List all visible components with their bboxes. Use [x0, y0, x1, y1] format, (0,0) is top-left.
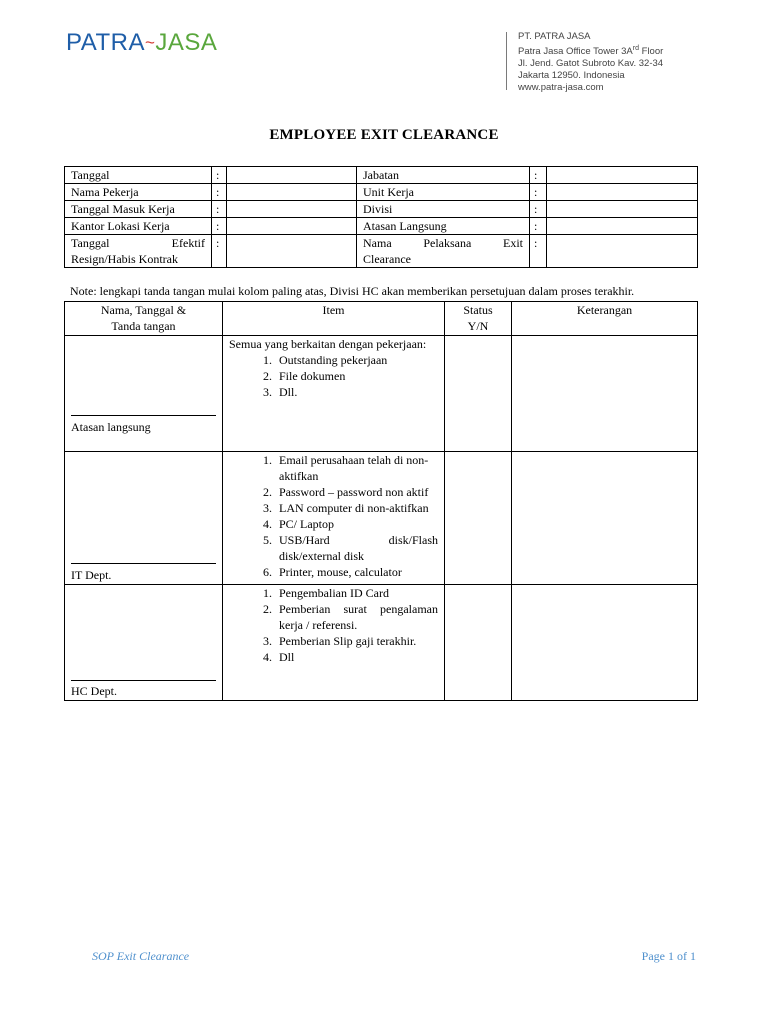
address-line-1: Patra Jasa Office Tower $3A^{rd}$ Floor [518, 45, 664, 58]
info-row [65, 184, 698, 201]
address-line-3: Jakarta 12950. Indonesia [518, 70, 625, 82]
info-value-kantor-lokasi[interactable] [227, 218, 357, 235]
list-item: 2. Pemberian surat pengalaman kerja / referensi. [275, 601, 438, 633]
info-label-nama-pekerja: Nama Pekerja [65, 184, 212, 201]
signature-cell-it[interactable] [65, 452, 223, 585]
info-row [65, 235, 698, 268]
colon: : [530, 235, 547, 268]
info-value-nama-pekerja[interactable] [227, 184, 357, 201]
status-cell[interactable] [445, 452, 512, 585]
company-address [518, 31, 663, 94]
document-title: EMPLOYEE EXIT CLEARANCE [269, 127, 499, 143]
header-notes: Keterangan [512, 302, 698, 336]
info-value-jabatan[interactable] [547, 167, 698, 184]
address-line-2: Jl. Jend. Gatot Subroto Kav. 32-34 [518, 58, 664, 70]
list-item: 2. File dokumen [275, 368, 438, 384]
colon: : [212, 235, 227, 268]
logo-swoosh-icon: ~ [144, 33, 156, 52]
table-row [65, 585, 698, 701]
list-item: 1. Pengembalian ID Card [275, 585, 438, 601]
notes-cell[interactable] [512, 452, 698, 585]
colon: : [212, 184, 227, 201]
signer-label: HC Dept. [71, 684, 117, 698]
colon: : [530, 167, 547, 184]
info-row [65, 167, 698, 184]
info-label-tanggal: Tanggal [65, 167, 212, 184]
info-value-nama-pelaksana[interactable] [547, 235, 698, 268]
info-label-kantor-lokasi: Kantor Lokasi Kerja [65, 218, 212, 235]
signature-line [71, 563, 216, 564]
colon: : [212, 201, 227, 218]
instruction-note: Note: lengkapi tanda tangan mulai kolom paling atas, Divisi HC akan memberikan persetujuan dalam proses terakhir. [70, 284, 635, 298]
logo-jasa-text: JASA [155, 29, 218, 56]
list-item: 6. Printer, mouse, calculator [275, 564, 438, 580]
table-row [65, 452, 698, 585]
footer-document-name: SOP Exit Clearance [92, 949, 190, 963]
info-value-tanggal-efektif[interactable] [227, 235, 357, 268]
items-cell [223, 585, 445, 701]
info-row [65, 201, 698, 218]
info-value-tanggal-masuk[interactable] [227, 201, 357, 218]
colon: : [530, 201, 547, 218]
info-label-tanggal-efektif: Tanggal Efektif Resign/Habis Kontrak [65, 235, 212, 268]
colon: : [212, 218, 227, 235]
list-item: 1. Outstanding pekerjaan [275, 352, 438, 368]
signature-cell-hc[interactable] [65, 585, 223, 701]
info-value-divisi[interactable] [547, 201, 698, 218]
colon: : [212, 167, 227, 184]
company-name: PT. PATRA JASA [518, 31, 591, 42]
list-item: 3. Dll. [275, 384, 438, 400]
status-cell[interactable] [445, 336, 512, 452]
signature-line [71, 415, 216, 416]
items-intro: Semua yang berkaitan dengan pekerjaan: [229, 337, 427, 351]
colon: : [530, 218, 547, 235]
clearance-table [64, 301, 698, 701]
items-cell [223, 452, 445, 585]
address-divider [506, 32, 507, 90]
signature-cell-atasan[interactable] [65, 336, 223, 452]
clearance-header-row [65, 302, 698, 336]
info-value-tanggal[interactable] [227, 167, 357, 184]
footer-page-number: Page 1 of 1 [641, 949, 696, 963]
signer-label: IT Dept. [71, 568, 112, 582]
info-value-unit-kerja[interactable] [547, 184, 698, 201]
company-website: www.patra-jasa.com [518, 82, 604, 94]
list-item: 3. Pemberian Slip gaji terakhir. [275, 633, 438, 649]
info-label-atasan-langsung: Atasan Langsung [357, 218, 530, 235]
list-item: 1. Email perusahaan telah di non-aktifkan [275, 452, 438, 484]
signer-label: Atasan langsung [71, 420, 151, 434]
info-row [65, 218, 698, 235]
employee-info-table [64, 166, 698, 268]
info-value-atasan-langsung[interactable] [547, 218, 698, 235]
items-list [229, 585, 438, 665]
list-item: 4. Dll [275, 649, 438, 665]
list-item: 5. USB/Hard disk/Flash disk/external disk [275, 532, 438, 564]
items-cell [223, 336, 445, 452]
company-logo [66, 28, 217, 60]
list-item: 2. Password – password non aktif [275, 484, 438, 500]
items-list [229, 452, 438, 580]
info-label-unit-kerja: Unit Kerja [357, 184, 530, 201]
logo-patra-text: PATRA [66, 29, 145, 56]
list-item: 3. LAN computer di non-aktifkan [275, 500, 438, 516]
header-status: Status Y/N [445, 302, 512, 336]
status-cell[interactable] [445, 585, 512, 701]
notes-cell[interactable] [512, 336, 698, 452]
list-item: 4. PC/ Laptop [275, 516, 438, 532]
items-list [229, 352, 438, 400]
notes-cell[interactable] [512, 585, 698, 701]
info-label-jabatan: Jabatan [357, 167, 530, 184]
info-label-divisi: Divisi [357, 201, 530, 218]
signature-line [71, 680, 216, 681]
info-label-nama-pelaksana: Nama Pelaksana Exit Clearance [357, 235, 530, 268]
info-label-tanggal-masuk: Tanggal Masuk Kerja [65, 201, 212, 218]
header-name-signature: Nama, Tanggal & Tanda tangan [65, 302, 223, 336]
colon: : [530, 184, 547, 201]
table-row [65, 336, 698, 452]
header-item: Item [223, 302, 445, 336]
